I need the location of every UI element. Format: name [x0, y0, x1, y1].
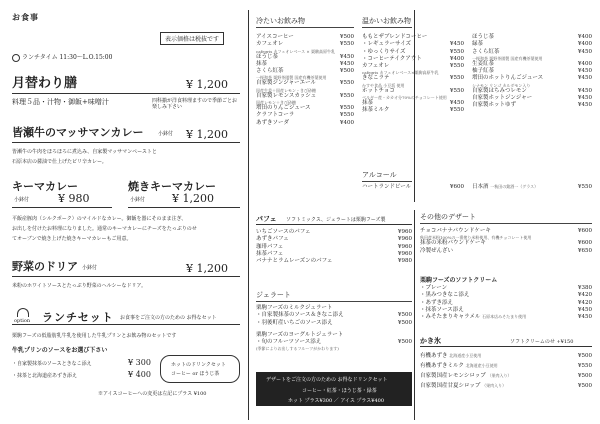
menu-row: 自家製はちみつレモン ¥450	[472, 87, 592, 94]
item-desc: 料理５品・汁物・御飯+味噌汁	[12, 98, 109, 106]
gelato-yogurt: 栗駒フーズのヨーグルトジェラート	[256, 331, 344, 338]
item-name: キーマカレー	[12, 180, 78, 193]
menu-row: 自家製国産甘夏シロップ （果肉入り） ¥500	[420, 383, 592, 389]
menu-row: ・レギュラーサイズ ¥450	[362, 41, 464, 48]
menu-sub: 一桜和茶 栗野茶園製 国産有機茶葉使用	[472, 55, 543, 61]
warm-list	[362, 34, 464, 115]
menu-row: ・あずき添え ¥420	[420, 299, 592, 306]
menu-row: きなこラテ ¥550	[362, 75, 464, 82]
menu-row: 抹茶ミルク ¥550	[362, 107, 464, 114]
menu-row: さくら紅茶 ¥450	[472, 48, 592, 55]
item-desc: 米粉のホワイトソースとたっぷり野菜のヘルシーなドリア。	[12, 283, 147, 289]
menu-row: ハートランドビール ¥600	[362, 184, 464, 190]
menu-row: 自家製ジンジャーエール ¥550	[256, 80, 354, 87]
pudding-price: ¥ 400	[128, 370, 151, 379]
drink-set-box: ホットのドリンクセット コーヒー or ほうじ茶	[160, 355, 240, 383]
menu-row: 有機あずきミルク 北海道産小豆使用 ¥550	[420, 363, 592, 369]
item-desc: てオーブンで焼き上げた焼きキーマカレーもご用意。	[12, 236, 132, 242]
item-price: ¥ 1,200	[172, 192, 214, 205]
item-name: 皆瀬牛のマッサマンカレー	[12, 126, 144, 139]
gelato-milk: 栗駒フーズのミルクジェラート	[256, 305, 333, 311]
menu-sub: cafegris カフェオレベース×栗駒高原牛乳	[362, 70, 439, 76]
menu-sub: シナモン リンゴ カルダモン入り	[472, 82, 531, 88]
pudding-option: ・抹茶と北海道産あずき添え	[12, 373, 78, 379]
item-name: 野菜のドリア	[12, 260, 78, 273]
gelato-title: ジェラート	[256, 290, 412, 302]
menu-row: 増田のりんごジュース ¥550	[256, 105, 354, 112]
parfait-note: ソフトミックス、ジェラートは栗駒フーズ製	[286, 217, 386, 223]
menu-row: さくら紅茶 ¥500	[256, 68, 354, 75]
menu-sub: かすや食品 小豆坂 使用	[362, 82, 405, 88]
menu-row: あずきソーダ ¥400	[256, 119, 354, 126]
alcohol-list	[362, 184, 464, 191]
lunch-set-title: ランチセット	[42, 311, 114, 324]
menu-row: 柚子紅茶 ¥450	[472, 68, 592, 75]
item-desc: 石原本店の醤油で仕上げたピリ辛カレー。	[12, 159, 107, 165]
warm-drinks-title: 温かいお飲み物	[362, 16, 412, 28]
lunch-set-note: お食事をご注文の方のための お得なセット	[120, 315, 217, 321]
shaved-ice-title: かき氷	[420, 336, 441, 345]
lunch-time: ランチタイム 11:30～L.O.15:00	[12, 52, 112, 62]
food-section-title: お食事	[12, 12, 39, 22]
menu-row: チョコバナナパウンドケーキ ¥600	[420, 228, 592, 234]
menu-row: 抹茶 ¥450	[256, 60, 354, 67]
menu-row: いちごソースのパフェ ¥960	[256, 229, 412, 235]
dessert-drink-set: デザートをご注文の方のための お得なドリンクセット コーヒー・紅茶・ほうじ茶・緑茶 ホット プラス¥300 ／ アイス プラス¥400	[256, 372, 412, 406]
menu-row: 緑茶 ¥400	[472, 41, 592, 48]
item-price: ¥ 1,200	[186, 128, 228, 141]
menu-row: カフェオレ ¥550	[256, 41, 354, 48]
menu-row: 抹茶 ¥450	[362, 100, 464, 107]
parfait-title: パフェ	[256, 214, 277, 223]
menu-row: 生姜紅茶 ¥400	[472, 60, 592, 67]
shaved-ice-note: ソフトクリームのせ +¥150	[510, 339, 574, 345]
menu-row: 有機あずき 北海道産小豆使用 ¥500	[420, 353, 592, 359]
softcream-title: 栗駒フーズのソフトクリーム	[420, 277, 498, 284]
lunch-set-desc: 栗駒フーズの低脂肪乳牛乳を使用した牛乳プリンとお飲み物のセットです	[12, 333, 177, 339]
menu-row: 増田のホットりんごジュース ¥450	[472, 75, 592, 82]
item-desc: 平飯産豚肉（シルクポーク）のマイルドなカレー。御飯を器にそのまま注ぎ、	[12, 216, 187, 222]
menu-row: ・コーヒーテイクアウト ¥400	[362, 55, 464, 62]
menu-row: 冷製ぜんざい ¥650	[420, 247, 592, 254]
pudding-title: 牛乳プリンのソースをお選び下さい	[12, 347, 108, 354]
menu-row: 自家製ホットジンジャー ¥450	[472, 95, 592, 102]
option-arc-icon	[17, 308, 29, 317]
menu-sub: 国産生姜＋国産レモン・きび砂糖	[256, 87, 316, 93]
cold-drinks-title: 冷たいお飲み物	[256, 16, 354, 28]
menu-sub: cafegris カフェオレベース × 栗駒高原牛乳	[256, 48, 336, 54]
menu-row: ・旬のフルーツソース添え ¥500	[256, 339, 412, 346]
menu-row: 抹茶パフェ ¥960	[256, 250, 412, 257]
item-tag: 小鉢付	[14, 197, 30, 203]
alcohol-title: アルコール	[362, 170, 412, 182]
tax-badge: 表示価格は税抜です	[160, 32, 224, 45]
item-price: ¥ 1,200	[186, 78, 228, 91]
clock-icon	[12, 54, 20, 62]
menu-row: あずきパフェ ¥960	[256, 236, 412, 243]
menu-row: ホットチョコ ¥550	[362, 87, 464, 94]
shaved-ice-list	[420, 351, 592, 391]
menu-sub: 一桜和茶 栗野茶園製 国産有機茶葉使用	[256, 75, 327, 81]
menu-row: ・プレーン ¥380	[420, 285, 592, 291]
menu-row: ほうじ茶 ¥450	[256, 53, 354, 60]
menu-row: ・自家製抹茶のソース＆きなこ添え ¥500	[256, 312, 412, 319]
item-name: 月替わり膳	[12, 76, 78, 91]
item-tag: 小鉢付	[130, 197, 146, 203]
cold-list	[256, 34, 354, 127]
item-tag: 小鉢付	[82, 265, 98, 271]
item-note: 四科揃が洋食料理ますので季節ごとお楽しみ下さい	[152, 98, 238, 110]
item-desc: お出しを付けたお料理になりました。通常のキーマカレーにチーズをたっぷりのせ	[12, 226, 197, 232]
menu-row: ももとザブレンドコーヒー	[362, 34, 428, 40]
menu-row: 自家製国産レモンシロップ （果肉入り） ¥500	[420, 373, 592, 379]
dessert-title: その他のデザート	[420, 212, 592, 224]
parfait-list	[256, 229, 412, 265]
item-desc: 皆瀬牛の牛肉をほろほろに煮込み、自家製マッサマンペーストと	[12, 149, 157, 155]
menu-sub: 国産レモン＋きび砂糖	[256, 100, 296, 106]
tea-list	[472, 34, 592, 110]
dessert-list	[420, 228, 592, 255]
menu-row: ほうじ茶 ¥400	[472, 34, 592, 40]
item-price: ¥ 1,200	[186, 262, 228, 275]
option-label: option	[14, 318, 31, 324]
pudding-option: ・自家製抹茶のソースときなこ添え	[12, 361, 92, 367]
menu-row: ・抹茶ソース添え ¥450	[420, 306, 592, 313]
menu-row: ・黒みつきなこ添え ¥420	[420, 292, 592, 299]
menu-row: ・ゆっくりサイズ ¥550	[362, 48, 464, 55]
softcream-list	[420, 285, 592, 321]
menu-sub: (季節によりお出しするフルーツがかわります)	[256, 346, 339, 352]
menu-row: アイスコーヒー ¥500	[256, 34, 354, 40]
menu-row: ・みそたまりキャラメル 石原本店みそたまり使用 ¥450	[420, 314, 592, 321]
menu-sub: ベルギー産・カカオ分70%のチョコレート使用	[362, 95, 447, 101]
menu-row: 抹茶の米粉パウンドケーキ ¥600	[420, 240, 592, 247]
menu-row: バナナとラムレーズンのパフェ ¥980	[256, 258, 412, 265]
gelato-list	[256, 305, 412, 351]
menu-row: 自家製ホットゆず ¥450	[472, 102, 592, 109]
menu-row: カフェオレ ¥550	[362, 63, 464, 70]
item-name: 焼きキーマカレー	[128, 180, 216, 193]
menu-row: 自家製レモンスカッシュ ¥550	[256, 92, 354, 99]
item-price: ¥ 980	[58, 192, 90, 205]
sake-row: 日本酒 一秋田の銘酒一（グラス） ¥550	[472, 184, 592, 190]
menu-row: クラフトコーラ ¥550	[256, 112, 354, 119]
lunch-footer: ※アイスコーヒーへの変更は左記にプラス ¥100	[98, 391, 207, 397]
menu-row: 珈琲パフェ ¥960	[256, 243, 412, 250]
menu-row: ・羽後町産いちごのソース添え ¥500	[256, 319, 412, 326]
menu-sub: 秋田産米粉100%の一番搾り米粉使用、有機チョコレート使用	[420, 235, 532, 241]
item-tag: 小鉢付	[158, 131, 174, 137]
pudding-price: ¥ 300	[128, 358, 151, 367]
